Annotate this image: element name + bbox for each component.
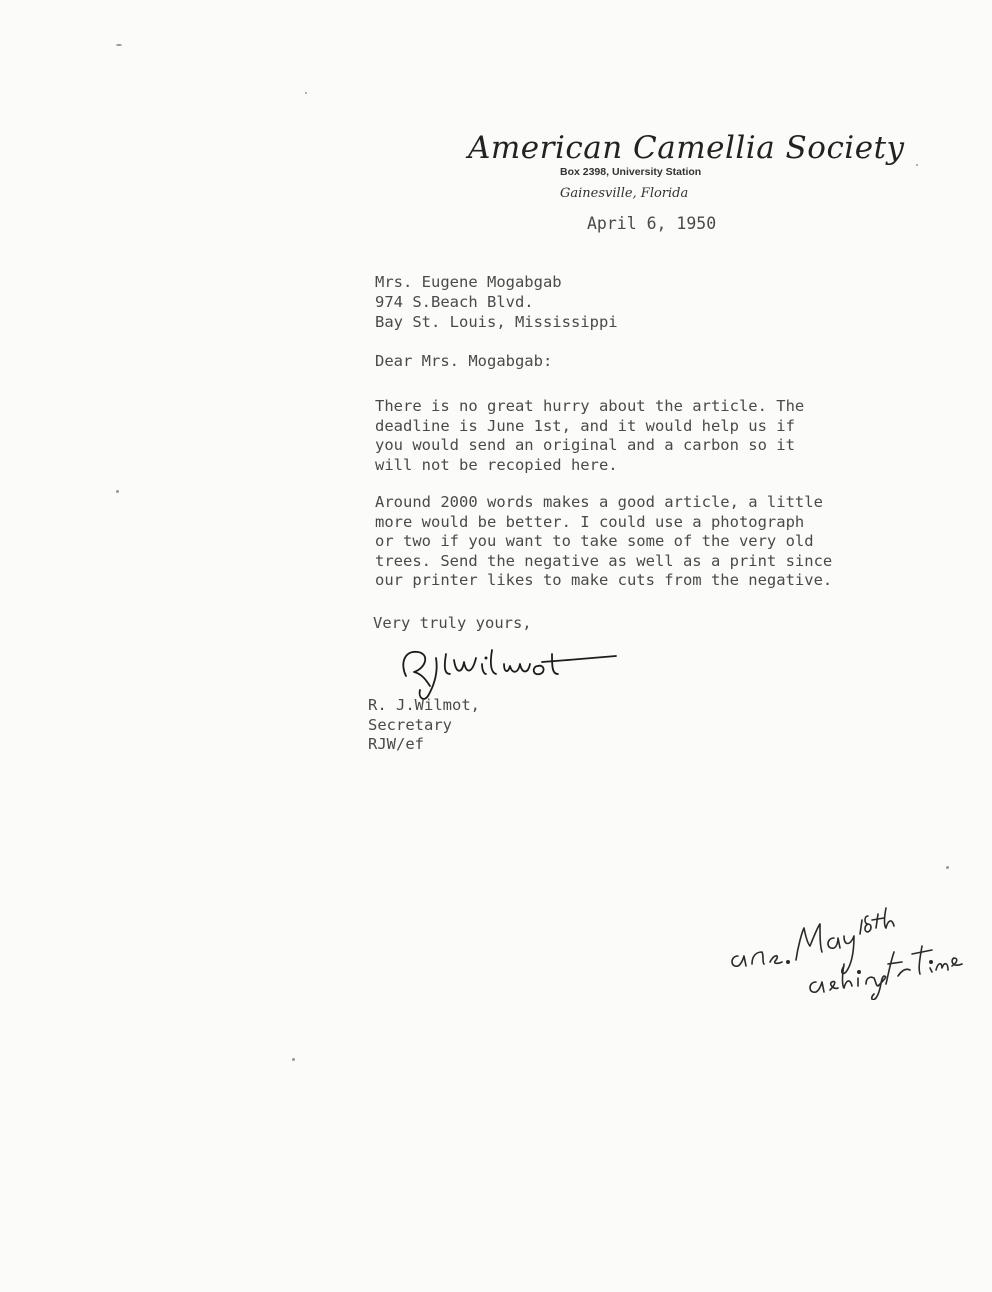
- signer-name: R. J.Wilmot,: [368, 696, 480, 714]
- letterhead-address: Box 2398, University Station: [560, 166, 702, 178]
- complimentary-close: Very truly yours,: [373, 614, 532, 632]
- paragraph-line: or two if you want to take some of the very old: [375, 532, 814, 550]
- body-paragraph-2: [375, 493, 832, 591]
- paragraph-line: There is no great hurry about the article. The: [375, 397, 805, 415]
- signature-block: [368, 696, 480, 755]
- paragraph-line: deadline is June 1st, and it would help us if: [375, 416, 795, 435]
- reference-initials: RJW/ef: [368, 735, 424, 753]
- letter-date: April 6, 1950: [587, 214, 717, 233]
- paragraph-line: Around 2000 words makes a good article, a little: [375, 493, 823, 511]
- paragraph-line: will not be recopied here.: [375, 455, 618, 474]
- signer-title: Secretary: [368, 715, 452, 734]
- paragraph-line: trees. Send the negative as well as a print since: [375, 551, 833, 570]
- paragraph-line: more would be better. I could use a photograph: [375, 512, 805, 531]
- recipient-name: Mrs. Eugene Mogabgab: [375, 273, 562, 291]
- paragraph-line: our printer likes to make cuts from the negative.: [375, 571, 833, 589]
- recipient-street: 974 S.Beach Blvd.: [375, 293, 534, 311]
- letterhead-city: Gainesville, Florida: [560, 186, 689, 201]
- body-paragraph-1: [375, 397, 804, 475]
- organization-name: American Camellia Society: [468, 130, 905, 166]
- paragraph-line: you would send an original and a carbon so it: [375, 436, 795, 454]
- handwritten-note: [726, 880, 966, 1000]
- recipient-city: Bay St. Louis, Mississippi: [375, 313, 618, 331]
- handwritten-signature: [392, 640, 622, 700]
- recipient-address: [375, 272, 618, 332]
- salutation: Dear Mrs. Mogabgab:: [375, 352, 553, 370]
